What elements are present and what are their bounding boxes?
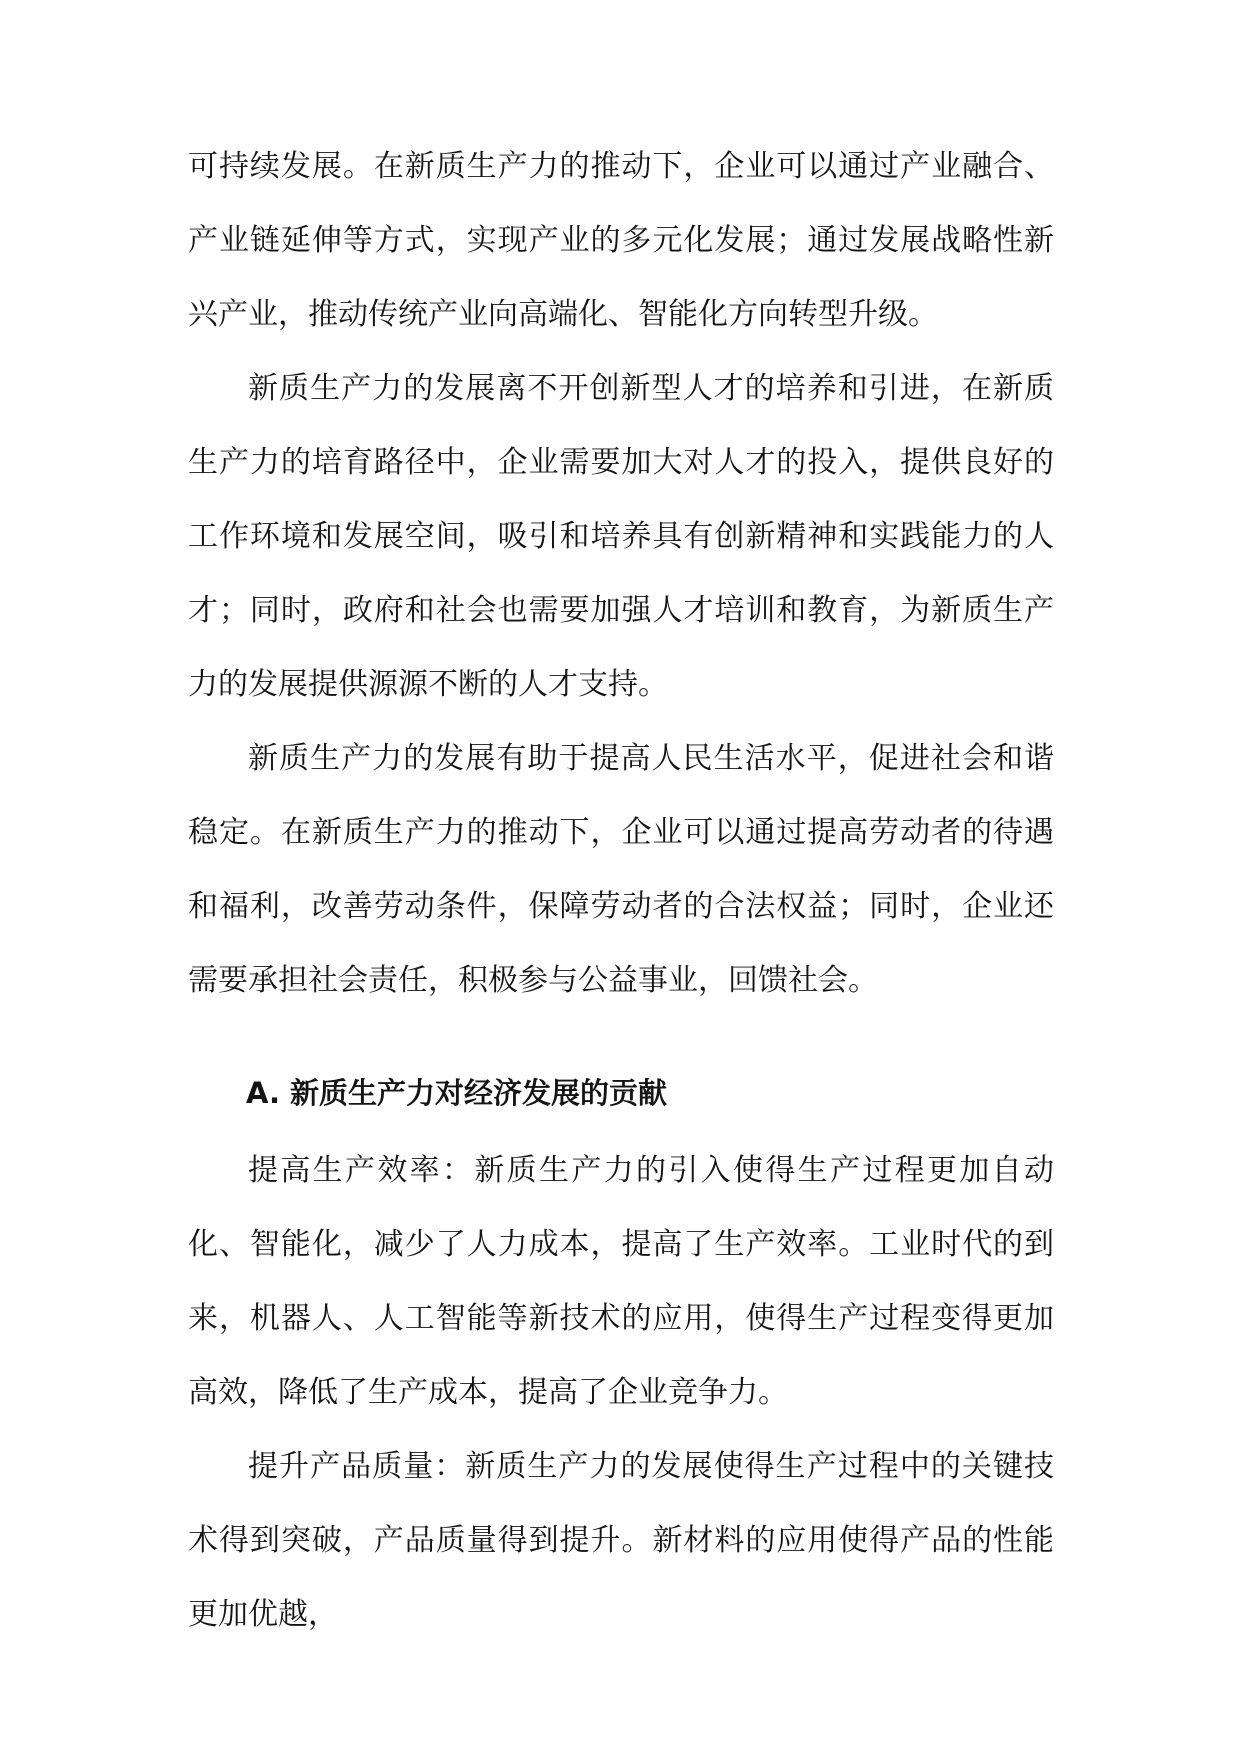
paragraph-quality: 提升产品质量：新质生产力的发展使得生产过程中的关键技术得到突破，产品质量得到提升。新材料的应用使得产品的性能更加优越， xyxy=(188,1449,1054,1632)
paragraph-efficiency: 提高生产效率：新质生产力的引入使得生产过程更加自动化、智能化，减少了人力成本，提高了生产效率。工业时代的到来，机器人、人工智能等新技术的应用，使得生产过程变得更加高效，降低了生产成本，提高了企业竞争力。 xyxy=(188,1153,1054,1410)
paragraph-talent: 新质生产力的发展离不开创新型人才的培养和引进，在新质生产力的培育路径中，企业需要加大对人才的投入，提供良好的工作环境和发展空间，吸引和培养具有创新精神和实践能力的人才；同时，政府和社会也需要加强人才培训和教育，为新质生产力的发展提供源源不断的人才支持。 xyxy=(188,371,1054,702)
paragraph-livelihood: 新质生产力的发展有助于提高人民生活水平，促进社会和谐稳定。在新质生产力的推动下，企业可以通过提高劳动者的待遇和福利，改善劳动条件，保障劳动者的合法权益；同时，企业还需要承担社会责任，积极参与公益事业，回馈社会。 xyxy=(188,741,1054,998)
section-title: 新质生产力对经济发展的贡献 xyxy=(290,1076,668,1110)
section-marker: A. xyxy=(246,1076,280,1110)
section-heading xyxy=(188,1056,1054,1130)
document-page xyxy=(188,130,1054,1652)
paragraph-continued: 可持续发展。在新质生产力的推动下，企业可以通过产业融合、产业链延伸等方式，实现产业的多元化发展；通过发展战略性新兴产业，推动传统产业向高端化、智能化方向转型升级。 xyxy=(188,149,1054,332)
